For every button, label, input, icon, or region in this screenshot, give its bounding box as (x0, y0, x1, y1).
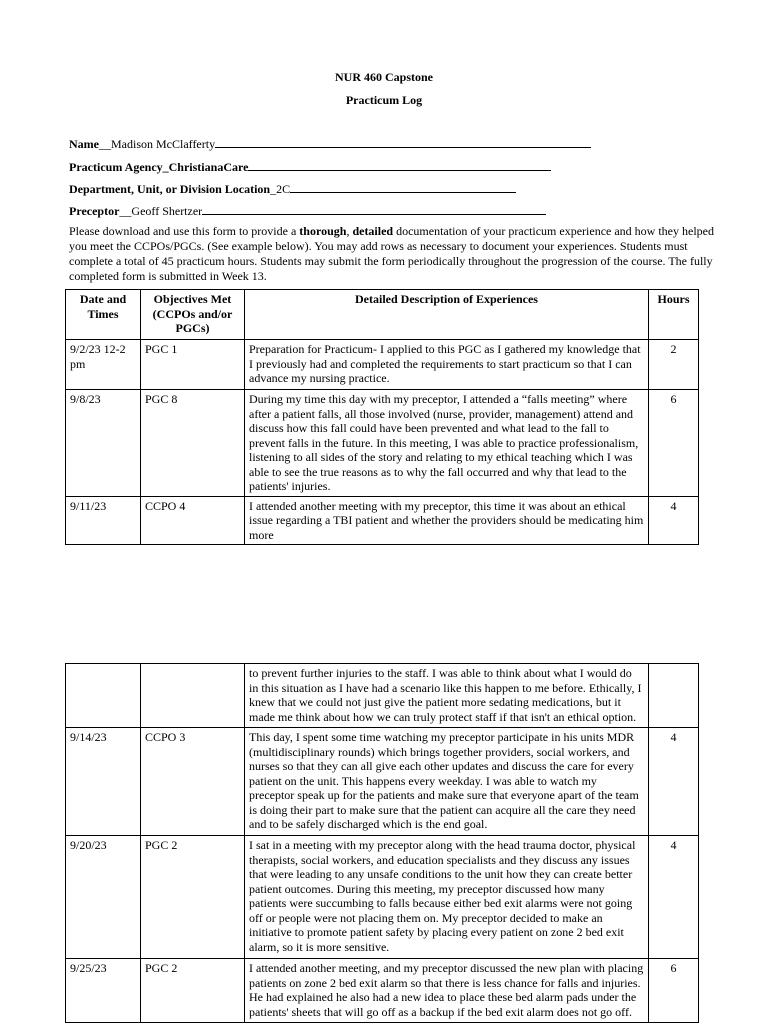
department-field (69, 181, 516, 197)
practicum-log-table-page1 (65, 289, 699, 545)
preceptor-label: Preceptor (69, 204, 120, 218)
row-hours: 4 (649, 496, 699, 545)
course-title: NUR 460 Capstone (334, 70, 433, 84)
table-row (66, 959, 699, 1023)
table-row (66, 390, 699, 497)
preceptor-underline (202, 203, 546, 215)
name-underline (215, 136, 591, 148)
row-hours: 6 (649, 959, 699, 1023)
agency-label: Practicum Agency_ChristianaCare (69, 160, 249, 174)
row-hours (649, 664, 699, 728)
row-objective: CCPO 3 (141, 728, 245, 836)
name-value: __Madison McClafferty (99, 137, 216, 151)
practicum-log-table-page2 (65, 663, 699, 1023)
header-objectives: Objectives Met (CCPOs and/or PGCs) (141, 290, 245, 340)
preceptor-field (69, 203, 546, 219)
row-date: 9/2/23 12-2 pm (66, 340, 141, 390)
row-description: I attended another meeting with my preceptor, this time it was about an ethical issue regarding a TBI patient and whether the providers should be medicating him more (245, 496, 649, 545)
header-description: Detailed Description of Experiences (245, 290, 649, 340)
agency-field (69, 159, 551, 175)
row-date: 9/14/23 (66, 728, 141, 836)
log-title: Practicum Log (345, 93, 423, 107)
row-date: 9/11/23 (66, 496, 141, 545)
department-underline (290, 181, 516, 193)
row-objective (141, 664, 245, 728)
row-objective: PGC 1 (141, 340, 245, 390)
agency-underline (248, 159, 551, 171)
row-date: 9/20/23 (66, 836, 141, 959)
header-date: Date and Times (66, 290, 141, 340)
row-description: to prevent further injuries to the staff. I was able to think about what I would do in this situation as I have had a scenario like this happen to me before. Ethically, I knew that we could not just give the patient more sedating medications, but it made me think about how we can truly protect staff if that isn't an ethical option. (245, 664, 649, 728)
table-row (66, 836, 699, 959)
table-row (66, 340, 699, 390)
row-description: Preparation for Practicum- I applied to this PGC as I gathered my knowledge that I previously had and completed the requirements to start practicum so that I can advance my nursing practice. (245, 340, 649, 390)
department-label: Department, Unit, or Division Location (69, 182, 271, 196)
row-objective: CCPO 4 (141, 496, 245, 545)
row-description: During my time this day with my preceptor, I attended a “falls meeting” where after a patient falls, all those involved (nurse, provider, management) attend and discuss how this fall could have been prevented and what lead to the fall to prevent falls in the future. In this meeting, I was able to practice professionalism, listening to all sides of the story and relating to my ethical teaching which I was able to see the true reasons as to why the fall occurred and why that lead to the patients' injuries. (245, 390, 649, 497)
preceptor-value: __Geoff Shertzer (119, 204, 203, 218)
row-objective: PGC 8 (141, 390, 245, 497)
department-value: _2C (270, 182, 291, 196)
row-description: I attended another meeting, and my preceptor discussed the new plan with placing patients on zone 2 bed exit alarm so that there is less chance for falls and injuries. He had explained he also had a new idea to place these bed alarm pads under the patients' sheets that will go off as a backup if the bed exit alarm does not go off. (245, 959, 649, 1023)
row-objective: PGC 2 (141, 836, 245, 959)
name-field (69, 136, 591, 152)
instructions-paragraph: Please download and use this form to provide a thorough, detailed documentation of your practicum experience and how they helped you meet the CCPOs/PGCs. (See example below). You may add rows as necessary to document your experiences. Students must complete a total of 45 practicum hours. Students may submit the form periodically throughout the progression of the course. The fully completed form is submitted in Week 13. (69, 224, 714, 283)
row-description: I sat in a meeting with my preceptor along with the head trauma doctor, physical therapists, social workers, and education specialists and they discuss any issues that were leading to any unsafe conditions to the unit how they can create better patient outcomes. During this meeting, my preceptor discussed how many patients were succumbing to falls because either bed exit alarms were not going off or people were not placing them on. My preceptor decided to make an initiative to promote patient safety by placing every patient on zone 2 bed exit alarm, so it is more sensitive. (245, 836, 649, 959)
row-hours: 4 (649, 728, 699, 836)
row-hours: 2 (649, 340, 699, 390)
name-label: Name (69, 137, 99, 151)
row-description: This day, I spent some time watching my preceptor participate in his units MDR (multidisciplinary rounds) which brings together providers, social workers, and nurses so that they can all give each other updates and discuss the care for every patient on the unit. This happens every weekday. I was able to watch my preceptor speak up for the patients and make sure that everyone apart of the team is doing their part to make sure that the patient can acquire all the care they need and to be safely discharged which is the end goal. (245, 728, 649, 836)
table-row (66, 664, 699, 728)
row-date: 9/25/23 (66, 959, 141, 1023)
table-header-row (66, 290, 699, 340)
table-row (66, 496, 699, 545)
row-hours: 6 (649, 390, 699, 497)
row-objective: PGC 2 (141, 959, 245, 1023)
row-date (66, 664, 141, 728)
row-date: 9/8/23 (66, 390, 141, 497)
row-hours: 4 (649, 836, 699, 959)
table-row (66, 728, 699, 836)
header-hours: Hours (649, 290, 699, 340)
